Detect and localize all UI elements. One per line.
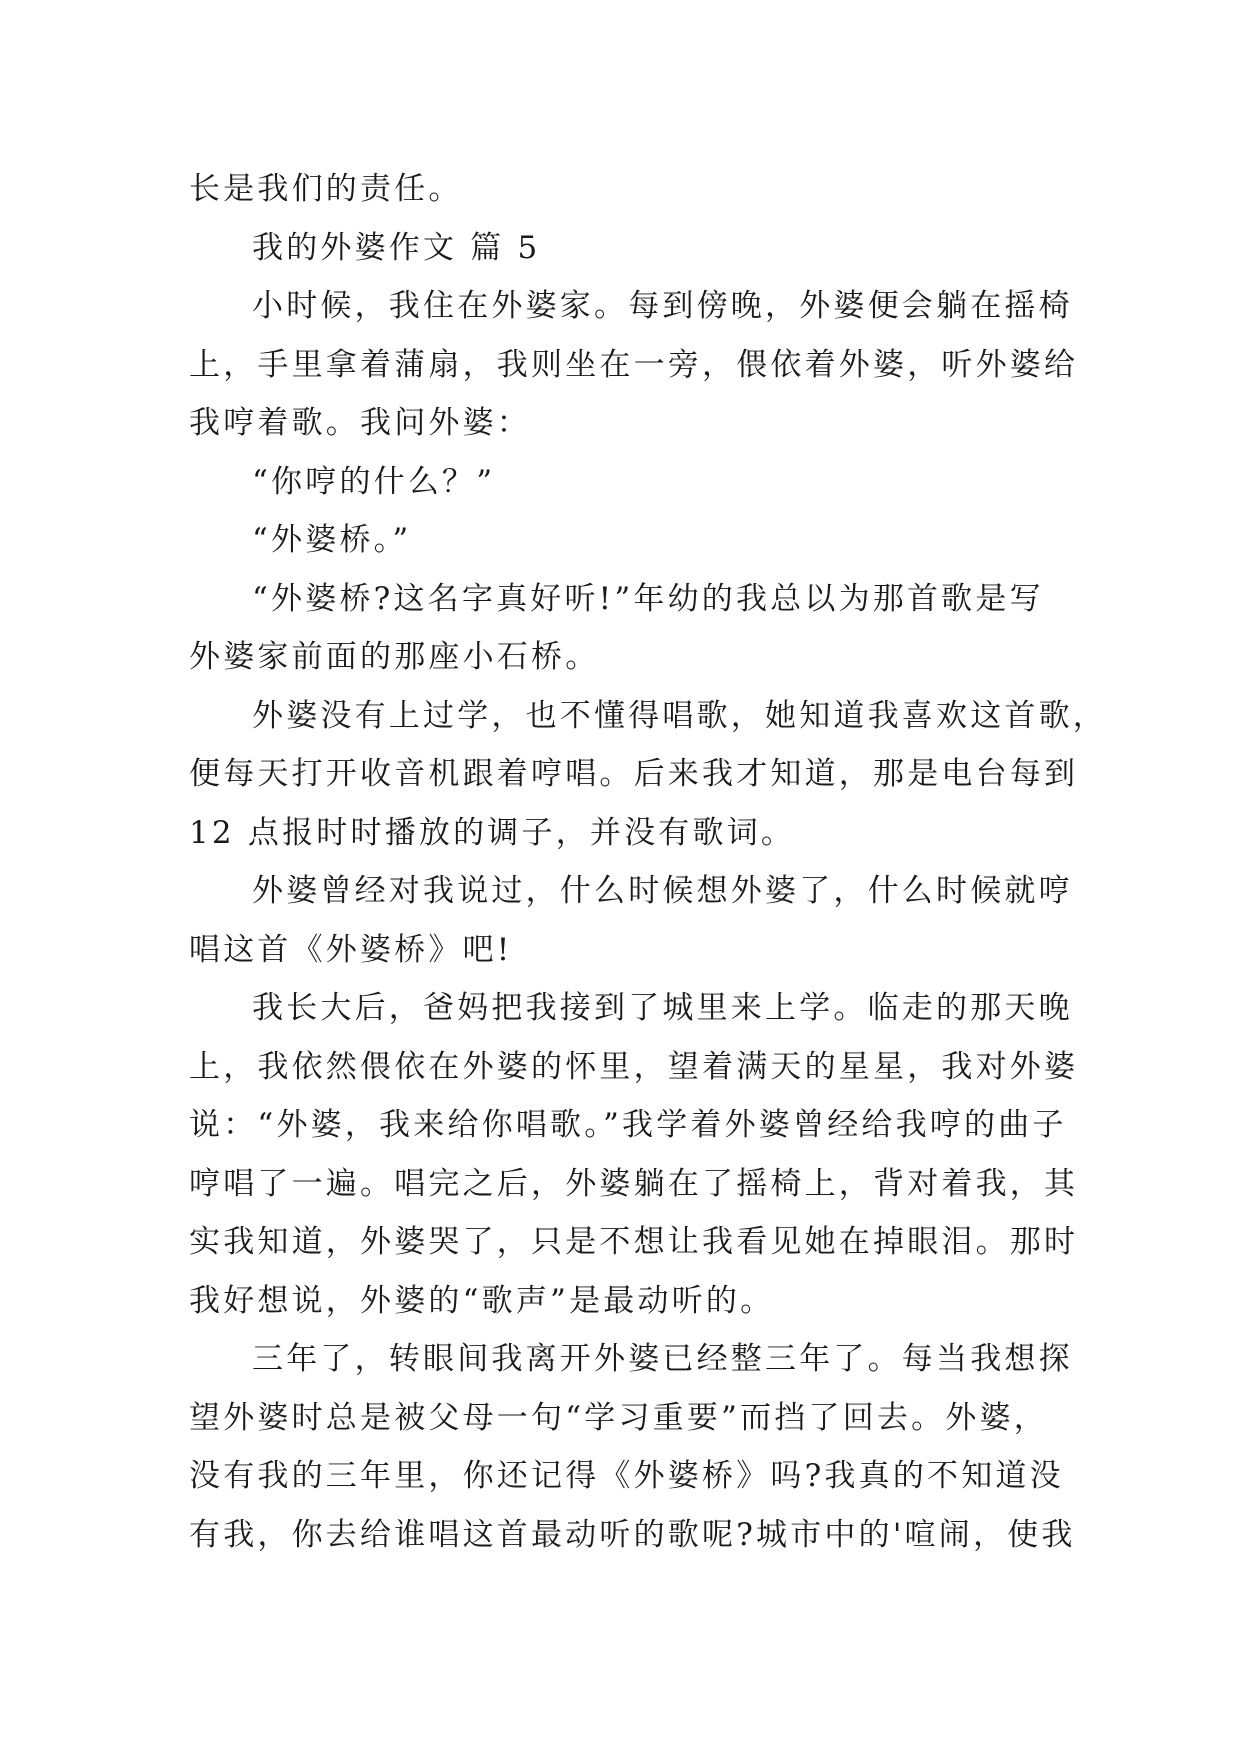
text-line: 外婆曾经对我说过，什么时候想外婆了，什么时候就哼 — [252, 873, 1073, 909]
text-line: 唱这首《外婆桥》吧! — [189, 931, 513, 968]
dialogue-line: “你哼的什么？” — [252, 463, 496, 500]
text-line: 小时候，我住在外婆家。每到傍晚，外婆便会躺在摇椅 — [252, 288, 1073, 324]
text-line: 我长大后，爸妈把我接到了城里来上学。临走的那天晚 — [252, 990, 1073, 1026]
text-line: 我好想说，外婆的“歌声”是最动听的。 — [189, 1282, 775, 1319]
text-line: “外婆桥?这名字真好听!”年幼的我总以为那首歌是写 — [252, 580, 1044, 617]
dialogue-line: “外婆桥。” — [252, 522, 412, 558]
text-line: 上，我依然偎依在外婆的怀里，望着满天的星星，我对外婆 — [189, 1048, 1079, 1085]
text-line: 没有我的三年里，你还记得《外婆桥》吗?我真的不知道没 — [189, 1458, 1064, 1494]
text-line: 12 点报时时播放的调子，并没有歌词。 — [189, 814, 796, 851]
text-line: 说：“外婆，我来给你唱歌。”我学着外婆曾经给我哼的曲子 — [189, 1107, 1067, 1143]
text-line: 外婆没有上过学，也不懂得唱歌，她知道我喜欢这首歌， — [252, 697, 1107, 734]
text-line: 外婆家前面的那座小石桥。 — [189, 639, 600, 675]
text-line: 我哼着歌。我问外婆： — [189, 405, 531, 441]
text-line: 便每天打开收音机跟着哼唱。后来我才知道，那是电台每到 — [189, 756, 1079, 792]
text-line: 望外婆时总是被父母一句“学习重要”而挡了回去。外婆， — [189, 1399, 1048, 1436]
text-line: 实我知道，外婆哭了，只是不想让我看见她在掉眼泪。那时 — [189, 1224, 1079, 1260]
text-line: 上，手里拿着蒲扇，我则坐在一旁，偎依着外婆，听外婆给 — [189, 346, 1079, 383]
text-line: 长是我们的责任。 — [189, 171, 463, 207]
text-line: 三年了，转眼间我离开外婆已经整三年了。每当我想探 — [252, 1341, 1073, 1377]
text-line: 有我，你去给谁唱这首最动听的歌呢?城市中的'喧闹，使我 — [189, 1516, 1076, 1553]
text-line: 哼唱了一遍。唱完之后，外婆躺在了摇椅上，背对着我，其 — [189, 1165, 1079, 1202]
document-body — [189, 160, 1107, 1564]
section-heading: 我的外婆作文 篇 5 — [252, 229, 541, 266]
